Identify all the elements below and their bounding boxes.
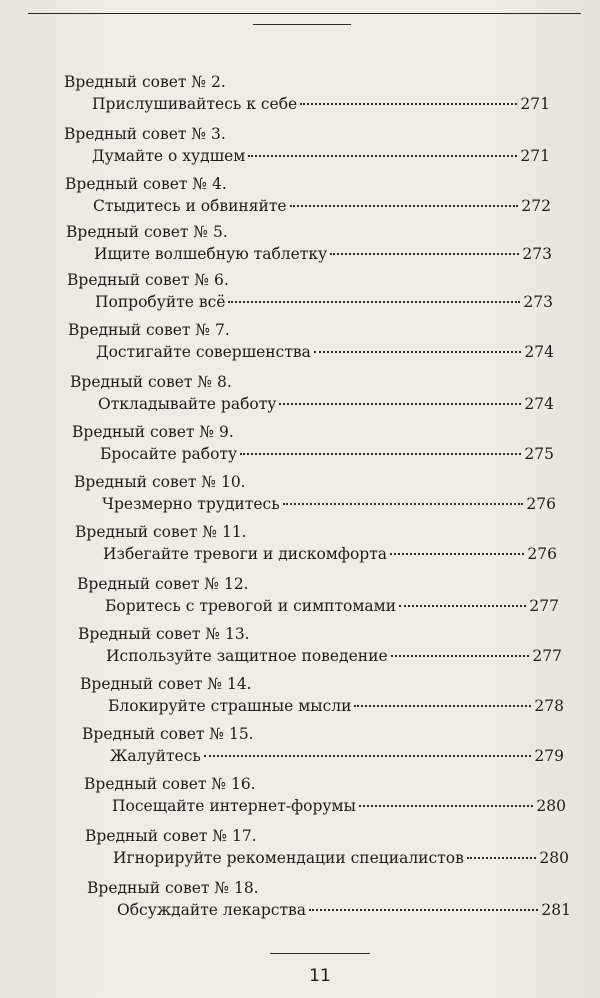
- toc-entry-subtitle: Ищите волшебную таблетку: [94, 245, 328, 263]
- toc-entry[interactable]: [87, 878, 573, 924]
- toc-entry-page: 276: [527, 545, 557, 563]
- toc-entry-page: 278: [534, 697, 564, 715]
- page-number: 11: [309, 966, 331, 986]
- toc-entry[interactable]: [78, 624, 564, 670]
- toc-entry-page: 274: [524, 343, 554, 361]
- dot-leader: [359, 805, 534, 807]
- toc-entry-page: 271: [520, 147, 550, 165]
- dot-leader: [309, 909, 538, 911]
- toc-entry[interactable]: [67, 270, 553, 316]
- toc-entry-page: 272: [521, 197, 551, 215]
- toc-entry-title: Вредный совет № 16.: [84, 775, 256, 793]
- toc-entry-page: 271: [520, 95, 550, 113]
- toc-entry-page: 277: [529, 597, 559, 615]
- toc-entry[interactable]: [74, 472, 560, 518]
- toc-entry-page: 281: [541, 901, 571, 919]
- toc-entry-subtitle: Бросайте работу: [100, 445, 238, 463]
- toc-entry[interactable]: [77, 574, 563, 620]
- toc-entry-title: Вредный совет № 18.: [87, 879, 259, 897]
- dot-leader: [390, 553, 524, 555]
- toc-entry-title: Вредный совет № 6.: [67, 271, 229, 289]
- toc-entry-title: Вредный совет № 7.: [68, 321, 230, 339]
- dot-leader: [204, 755, 532, 757]
- toc-entry-page: 280: [536, 797, 566, 815]
- toc-entry-subtitle: Избегайте тревоги и дискомфорта: [103, 545, 388, 563]
- dot-leader: [240, 453, 521, 455]
- toc-entry-title: Вредный совет № 13.: [78, 625, 250, 643]
- toc-entry[interactable]: [68, 320, 554, 366]
- toc-entry-subtitle: Посещайте интернет-форумы: [112, 797, 356, 815]
- toc-entry-subtitle: Чрезмерно трудитесь: [102, 495, 280, 513]
- toc-entry-subtitle: Боритесь с тревогой и симптомами: [105, 597, 397, 615]
- dot-leader: [283, 503, 524, 505]
- toc-entry-page: 279: [534, 747, 564, 765]
- dot-leader: [248, 155, 517, 157]
- toc-entry-title: Вредный совет № 4.: [65, 175, 227, 193]
- toc-entry-title: Вредный совет № 5.: [66, 223, 228, 241]
- toc-entry-title: Вредный совет № 11.: [75, 523, 247, 541]
- toc-entry-subtitle: Попробуйте всё: [95, 293, 226, 311]
- toc-entry-page: 280: [539, 849, 569, 867]
- toc-entry[interactable]: [66, 222, 552, 268]
- dot-leader: [279, 403, 521, 405]
- toc-entry-page: 274: [524, 395, 554, 413]
- toc-entry-page: 277: [532, 647, 562, 665]
- toc-entry-title: Вредный совет № 15.: [82, 725, 254, 743]
- toc-entry-title: Вредный совет № 10.: [74, 473, 246, 491]
- toc-entry[interactable]: [75, 522, 561, 568]
- toc-entry-subtitle: Достигайте совершенства: [96, 343, 311, 361]
- toc-entry[interactable]: [70, 372, 556, 418]
- toc-entry[interactable]: [85, 826, 571, 872]
- toc-entry-title: Вредный совет № 3.: [64, 125, 226, 143]
- toc-entry[interactable]: [80, 674, 566, 720]
- dot-leader: [290, 205, 519, 207]
- toc-entry[interactable]: [72, 422, 558, 468]
- dot-leader: [354, 705, 531, 707]
- bottom-rule: [270, 953, 370, 954]
- toc-entry-page: 276: [526, 495, 556, 513]
- dot-leader: [228, 301, 520, 303]
- toc-entry-title: Вредный совет № 17.: [85, 827, 257, 845]
- toc-entry[interactable]: [64, 124, 550, 170]
- toc-entry-subtitle: Жалуйтесь: [110, 747, 201, 765]
- toc-entry[interactable]: [84, 774, 570, 820]
- toc-entry-page: 273: [523, 293, 553, 311]
- dot-leader: [330, 253, 519, 255]
- toc-entry-subtitle: Стыдитесь и обвиняйте: [93, 197, 287, 215]
- dot-leader: [467, 857, 537, 859]
- toc-entry-title: Вредный совет № 8.: [70, 373, 232, 391]
- toc-entry[interactable]: [64, 72, 550, 118]
- toc-entry-page: 273: [522, 245, 552, 263]
- toc-entry-title: Вредный совет № 2.: [64, 73, 226, 91]
- toc-entry-subtitle: Откладывайте работу: [98, 395, 277, 413]
- toc-entry-title: Вредный совет № 14.: [80, 675, 252, 693]
- toc-entry[interactable]: [65, 174, 551, 220]
- toc-entry[interactable]: [82, 724, 568, 770]
- dot-leader: [314, 351, 522, 353]
- dot-leader: [300, 103, 517, 105]
- dot-leader: [399, 605, 526, 607]
- dot-leader: [391, 655, 530, 657]
- toc-entry-subtitle: Прислушивайтесь к себе: [92, 95, 298, 113]
- toc-entry-page: 275: [524, 445, 554, 463]
- toc-entry-title: Вредный совет № 9.: [72, 423, 234, 441]
- toc-entry-subtitle: Блокируйте страшные мысли: [108, 697, 352, 715]
- toc-entry-subtitle: Используйте защитное поведение: [106, 647, 388, 665]
- toc-entry-title: Вредный совет № 12.: [77, 575, 249, 593]
- toc-entry-subtitle: Думайте о худшем: [92, 147, 246, 165]
- toc-entry-subtitle: Обсуждайте лекарства: [117, 901, 306, 919]
- toc-entry-subtitle: Игнорируйте рекомендации специалистов: [113, 849, 464, 867]
